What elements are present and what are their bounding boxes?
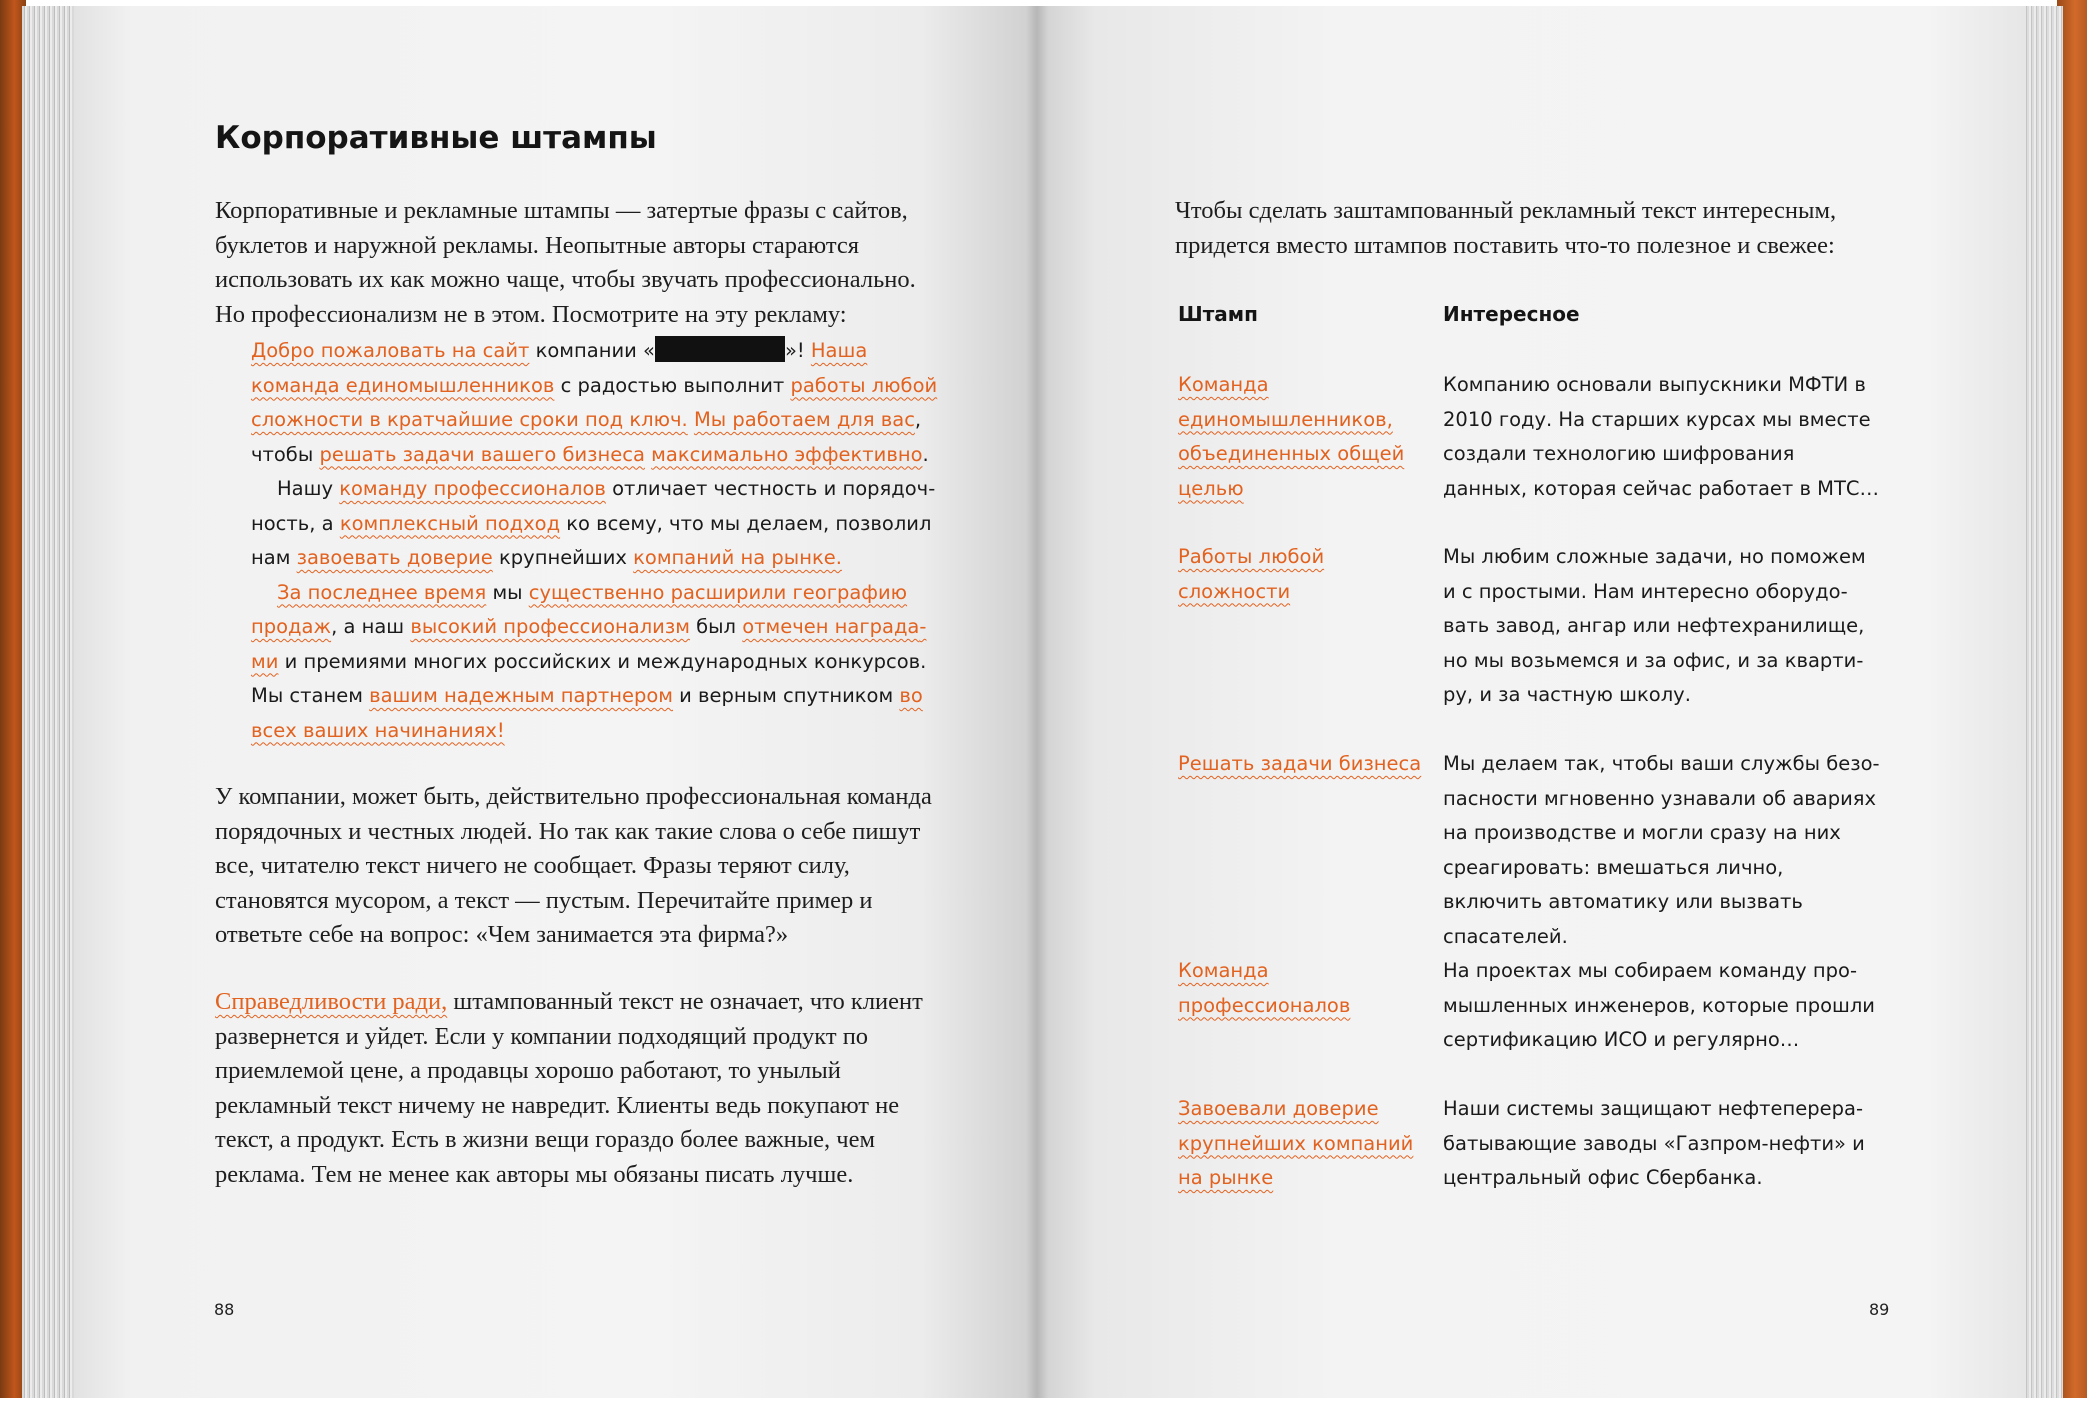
analysis-paragraph: У компании, может быть, действительно профессиональная команда порядочных и честных людей. Но так как такие слова о себе пишут все, читателю текст ничего не сообщает. Фразы теряют силу, становятся мусором, а текст — пустым. Перечитайте пример и ответьте себе на вопрос: «Чем занимается эта фирма?»	[215, 783, 932, 948]
stamp-phrase: За последнее время	[277, 580, 487, 604]
stamp-phrase: завоевать доверие	[296, 546, 493, 569]
column-header-stamp: Штамп	[1178, 302, 1258, 326]
table-cell-stamp: Команда профессионалов	[1178, 959, 1351, 1017]
table-cell-interesting: Мы делаем так, чтобы ваши службы безопасности мгновенно узнавали об авариях на производстве и могли сразу на них среагировать: вмешаться лично, включить автоматику или вызвать спасателей.	[1443, 752, 1880, 948]
stamp-phrase: комплексный подход	[339, 511, 561, 535]
stamp-phrase: компаний на рынке.	[633, 546, 842, 569]
stamp-phrase: работы любой сложности в кратчайшие сроки под ключ.	[251, 373, 938, 431]
page-number-left: 88	[214, 1300, 235, 1319]
stamp-phrase: вашим надежным партнером	[369, 684, 673, 707]
page-number-right: 89	[1869, 1300, 1890, 1319]
table-cell-interesting: На проектах мы собираем команду промышленных инженеров, которые прошли сертификацию ИСО и регулярно…	[1443, 959, 1875, 1051]
intro-paragraph: Корпоративные и рекламные штампы — затертые фразы с сайтов, буклетов и наружной рекламы. Неопытные авторы стараются использовать их как можно чаще, чтобы звучать профессионально. Но профессионализм не в этом. Посмотрите на эту рекламу:	[215, 197, 916, 328]
column-header-interesting: Интересное	[1443, 302, 1580, 326]
stamp-phrase: Справедливости ради,	[215, 988, 448, 1015]
table-cell-interesting: Мы любим сложные задачи, но поможем и с простыми. Нам интересно оборудовать завод, ангар или нефтехранилище, но мы возьмемся и за офис, и за квартиру, и за частную школу.	[1443, 545, 1866, 706]
stamp-phrase: команду профессионалов	[339, 477, 606, 500]
stamp-phrase: максимально эффективно	[651, 442, 923, 466]
table-cell-stamp: Решать задачи бизнеса	[1178, 752, 1422, 775]
page-edges-left	[22, 6, 78, 1398]
stamp-phrase: решать задачи вашего бизнеса	[319, 442, 645, 466]
table-cell-interesting: Компанию основали выпускники МФТИ в 2010 году. На старших курсах мы вместе создали технологию шифрования данных, которая сейчас работает в МТС…	[1443, 373, 1879, 500]
redaction-bar	[655, 336, 785, 362]
stamp-phrase: отмечен наградами	[251, 615, 927, 673]
table-intro-paragraph: Чтобы сделать заштампованный рекламный текст интересным, придется вместо штампов поставить что-то полезное и свежее:	[1175, 197, 1837, 259]
stamp-phrase: Наша команда единомышленников	[251, 339, 868, 397]
book-gutter	[1026, 6, 1048, 1398]
stamp-phrase: существенно расширили географию продаж	[251, 580, 908, 638]
stamp-phrase: Мы работаем для вас	[693, 408, 915, 431]
table-cell-stamp: Работы любой сложности	[1178, 545, 1325, 603]
stamp-phrase: во всех ваших начинаниях!	[251, 684, 923, 742]
table-cell-interesting: Наши системы защищают нефтеперерабатывающие заводы «Газпром-нефти» и центральный офис Сбербанка.	[1443, 1097, 1865, 1189]
example-ad-quote: Добро пожаловать на сайт компании « »! Наша команда единомышленников с радостью выполнит работы любой сложности в кратчайшие сроки под ключ. Мы работаем для вас, чтобы решать задачи вашего бизнеса максимально эффективно. Нашу команду профессионалов отличает честность и порядочность, а комплексный подход ко всему, что мы делаем, позволил нам завоевать доверие крупнейших компаний на рынке. За последнее время мы существенно расширили географию продаж, а наш высокий профессионализм был отмечен наградами и премиями многих российских и международных конкурсов. Мы станем вашим надежным партнером и верным спутником во всех ваших начинаниях!	[251, 334, 941, 748]
stamp-phrase: Добро пожаловать на сайт	[251, 339, 530, 362]
page-title: Корпоративные штампы	[215, 120, 657, 156]
stamp-phrase: высокий профессионализм	[410, 615, 690, 638]
table-cell-stamp: Завоевали доверие крупнейших компаний на рынке	[1178, 1097, 1414, 1189]
conclusion-paragraph: Справедливости ради, штампованный текст не означает, что клиент развернется и уйдет. Если у компании подходящий продукт по приемлемой цене, а продавцы хорошо работают, то унылый рекламный текст ничему не навредит. Клиенты ведь покупают не текст, а продукт. Есть в жизни вещи гораздо более важные, чем реклама. Тем не менее как авторы мы обязаны писать лучше.	[215, 988, 923, 1188]
table-cell-stamp: Команда единомышленников, объединенных общей целью	[1178, 373, 1405, 500]
